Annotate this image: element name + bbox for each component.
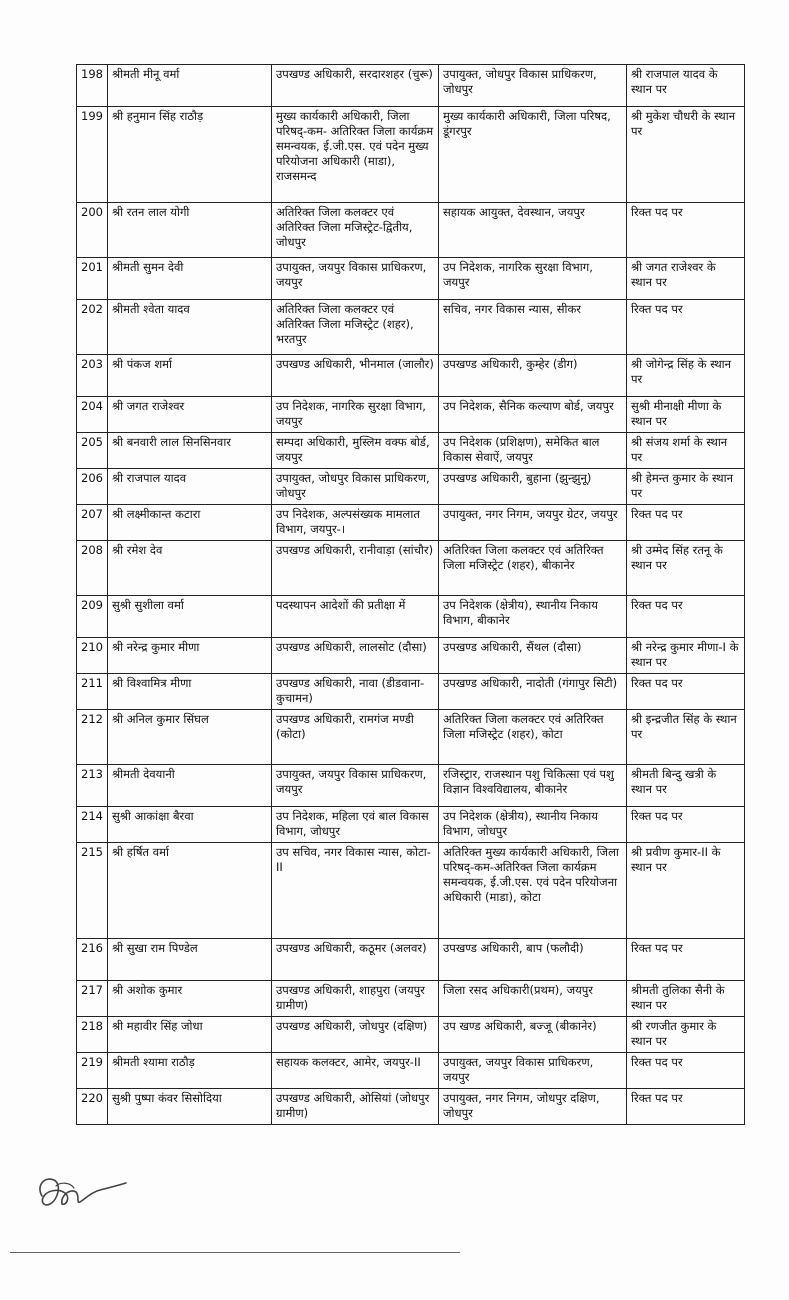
table-row	[77, 939, 745, 981]
serial-number-cell: 210	[77, 638, 108, 674]
serial-number-cell: 220	[77, 1089, 108, 1125]
current-posting-cell: उपखण्ड अधिकारी, शाहपुरा (जयपुर ग्रामीण)	[272, 981, 439, 1017]
current-posting-cell: उप निदेशक, अल्पसंख्यक मामलात विभाग, जयपुर-।	[272, 505, 439, 541]
handwritten-signature	[30, 1166, 130, 1216]
new-posting-cell: मुख्य कार्यकारी अधिकारी, जिला परिषद, डूंगरपुर	[439, 107, 627, 203]
table-row	[77, 1017, 745, 1053]
vacancy-remark-cell: रिक्त पद पर	[627, 300, 745, 355]
current-posting-cell: उपायुक्त, जोधपुर विकास प्राधिकरण, जोधपुर	[272, 469, 439, 505]
officer-name-cell: सुश्री पुष्पा कंवर सिसोदिया	[108, 1089, 272, 1125]
new-posting-cell: उपायुक्त, जयपुर विकास प्राधिकरण, जयपुर	[439, 1053, 627, 1089]
table-row	[77, 710, 745, 765]
serial-number-cell: 207	[77, 505, 108, 541]
table-row	[77, 433, 745, 469]
current-posting-cell: अतिरिक्त जिला कलक्टर एवं अतिरिक्त जिला मजिस्ट्रेट (शहर), भरतपुर	[272, 300, 439, 355]
officer-name-cell: श्रीमती श्वेता यादव	[108, 300, 272, 355]
serial-number-cell: 203	[77, 355, 108, 397]
officer-name-cell: श्री बनवारी लाल सिनसिनवार	[108, 433, 272, 469]
serial-number-cell: 215	[77, 843, 108, 939]
new-posting-cell: उपखण्ड अधिकारी, कुम्हेर (डीग)	[439, 355, 627, 397]
officer-name-cell: श्रीमती देवयानी	[108, 765, 272, 807]
officer-name-cell: श्री पंकज शर्मा	[108, 355, 272, 397]
vacancy-remark-cell: श्री राजपाल यादव के स्थान पर	[627, 65, 745, 107]
table-row	[77, 541, 745, 596]
officer-name-cell: सुश्री सुशीला वर्मा	[108, 596, 272, 638]
serial-number-cell: 199	[77, 107, 108, 203]
vacancy-remark-cell: रिक्त पद पर	[627, 203, 745, 258]
officer-name-cell: श्रीमती सुमन देवी	[108, 258, 272, 300]
officer-name-cell: श्री रमेश देव	[108, 541, 272, 596]
new-posting-cell: उप निदेशक (प्रशिक्षण), समेकित बाल विकास सेवाऐं, जयपुर	[439, 433, 627, 469]
current-posting-cell: उप सचिव, नगर विकास न्यास, कोटा-II	[272, 843, 439, 939]
vacancy-remark-cell: सुश्री मीनाक्षी मीणा के स्थान पर	[627, 397, 745, 433]
vacancy-remark-cell: श्रीमती तुलिका सैनी के स्थान पर	[627, 981, 745, 1017]
footer-rule	[10, 1252, 460, 1253]
current-posting-cell: उपखण्ड अधिकारी, लालसोट (दौसा)	[272, 638, 439, 674]
vacancy-remark-cell: रिक्त पद पर	[627, 505, 745, 541]
serial-number-cell: 206	[77, 469, 108, 505]
table-row	[77, 765, 745, 807]
vacancy-remark-cell: श्री जगत राजेश्वर के स्थान पर	[627, 258, 745, 300]
new-posting-cell: उप निदेशक (क्षेत्रीय), स्थानीय निकाय विभाग, बीकानेर	[439, 596, 627, 638]
new-posting-cell: उपखण्ड अधिकारी, बुहाना (झुन्झुनू)	[439, 469, 627, 505]
table-row	[77, 203, 745, 258]
table-row	[77, 674, 745, 710]
new-posting-cell: रजिस्ट्रार, राजस्थान पशु चिकित्सा एवं पशु विज्ञान विश्वविद्यालय, बीकानेर	[439, 765, 627, 807]
serial-number-cell: 211	[77, 674, 108, 710]
officer-name-cell: सुश्री आकांक्षा बैरवा	[108, 807, 272, 843]
vacancy-remark-cell: श्री नरेन्द्र कुमार मीणा-I के स्थान पर	[627, 638, 745, 674]
table-row	[77, 638, 745, 674]
serial-number-cell: 218	[77, 1017, 108, 1053]
serial-number-cell: 208	[77, 541, 108, 596]
officer-name-cell: श्रीमती श्यामा राठौड़	[108, 1053, 272, 1089]
table-row	[77, 596, 745, 638]
serial-number-cell: 219	[77, 1053, 108, 1089]
vacancy-remark-cell: रिक्त पद पर	[627, 1089, 745, 1125]
vacancy-remark-cell: श्री उम्मेद सिंह रतनू के स्थान पर	[627, 541, 745, 596]
vacancy-remark-cell: श्री इन्द्रजीत सिंह के स्थान पर	[627, 710, 745, 765]
serial-number-cell: 200	[77, 203, 108, 258]
table-row	[77, 807, 745, 843]
vacancy-remark-cell: रिक्त पद पर	[627, 596, 745, 638]
vacancy-remark-cell: श्रीमती बिन्दु खत्री के स्थान पर	[627, 765, 745, 807]
officer-name-cell: श्री राजपाल यादव	[108, 469, 272, 505]
officer-name-cell: श्री सुखा राम पिण्डेल	[108, 939, 272, 981]
current-posting-cell: उपखण्ड अधिकारी, रानीवाड़ा (सांचौर)	[272, 541, 439, 596]
current-posting-cell: उप निदेशक, नागरिक सुरक्षा विभाग, जयपुर	[272, 397, 439, 433]
new-posting-cell: उप खण्ड अधिकारी, बज्जू (बीकानेर)	[439, 1017, 627, 1053]
new-posting-cell: अतिरिक्त जिला कलक्टर एवं अतिरिक्त जिला मजिस्ट्रेट (शहर), बीकानेर	[439, 541, 627, 596]
new-posting-cell: अतिरिक्त जिला कलक्टर एवं अतिरिक्त जिला मजिस्ट्रेट (शहर), कोटा	[439, 710, 627, 765]
table-row	[77, 469, 745, 505]
current-posting-cell: पदस्थापन आदेशों की प्रतीक्षा में	[272, 596, 439, 638]
new-posting-cell: जिला रसद अधिकारी(प्रथम), जयपुर	[439, 981, 627, 1017]
current-posting-cell: उपायुक्त, जयपुर विकास प्राधिकरण, जयपुर	[272, 258, 439, 300]
new-posting-cell: उप निदेशक (क्षेत्रीय), स्थानीय निकाय विभाग, जोधपुर	[439, 807, 627, 843]
serial-number-cell: 217	[77, 981, 108, 1017]
officer-name-cell: श्री हर्षित वर्मा	[108, 843, 272, 939]
serial-number-cell: 198	[77, 65, 108, 107]
table-row	[77, 505, 745, 541]
current-posting-cell: उपखण्ड अधिकारी, रामगंज मण्डी (कोटा)	[272, 710, 439, 765]
table-row	[77, 355, 745, 397]
current-posting-cell: उपखण्ड अधिकारी, सरदारशहर (चुरू)	[272, 65, 439, 107]
officer-name-cell: श्री नरेन्द्र कुमार मीणा	[108, 638, 272, 674]
vacancy-remark-cell: श्री हेमन्त कुमार के स्थान पर	[627, 469, 745, 505]
current-posting-cell: उप निदेशक, महिला एवं बाल विकास विभाग, जोधपुर	[272, 807, 439, 843]
vacancy-remark-cell: रिक्त पद पर	[627, 939, 745, 981]
vacancy-remark-cell: श्री संजय शर्मा के स्थान पर	[627, 433, 745, 469]
vacancy-remark-cell: रिक्त पद पर	[627, 807, 745, 843]
officer-name-cell: श्री महावीर सिंह जोधा	[108, 1017, 272, 1053]
table-row	[77, 258, 745, 300]
officer-name-cell: श्री लक्ष्मीकान्त कटारा	[108, 505, 272, 541]
officer-name-cell: श्री रतन लाल योगी	[108, 203, 272, 258]
current-posting-cell: उपखण्ड अधिकारी, जोधपुर (दक्षिण)	[272, 1017, 439, 1053]
officer-name-cell: श्री अशोक कुमार	[108, 981, 272, 1017]
current-posting-cell: उपखण्ड अधिकारी, नावा (डीडवाना-कुचामन)	[272, 674, 439, 710]
vacancy-remark-cell: श्री रणजीत कुमार के स्थान पर	[627, 1017, 745, 1053]
current-posting-cell: उपायुक्त, जयपुर विकास प्राधिकरण, जयपुर	[272, 765, 439, 807]
officer-name-cell: श्री विश्वामित्र मीणा	[108, 674, 272, 710]
officer-name-cell: श्री जगत राजेश्वर	[108, 397, 272, 433]
vacancy-remark-cell: श्री प्रवीण कुमार-II के स्थान पर	[627, 843, 745, 939]
new-posting-cell: उपायुक्त, नगर निगम, जोधपुर दक्षिण, जोधपुर	[439, 1089, 627, 1125]
new-posting-cell: उप निदेशक, सैनिक कल्याण बोर्ड, जयपुर	[439, 397, 627, 433]
table-row	[77, 1053, 745, 1089]
current-posting-cell: उपखण्ड अधिकारी, भीनमाल (जालौर)	[272, 355, 439, 397]
table-row	[77, 843, 745, 939]
serial-number-cell: 209	[77, 596, 108, 638]
table-body	[77, 65, 745, 1125]
transfer-list-table	[76, 64, 745, 1125]
serial-number-cell: 205	[77, 433, 108, 469]
new-posting-cell: उप निदेशक, नागरिक सुरक्षा विभाग, जयपुर	[439, 258, 627, 300]
table-row	[77, 107, 745, 203]
vacancy-remark-cell: रिक्त पद पर	[627, 1053, 745, 1089]
serial-number-cell: 204	[77, 397, 108, 433]
new-posting-cell: उपायुक्त, नगर निगम, जयपुर ग्रेटर, जयपुर	[439, 505, 627, 541]
serial-number-cell: 216	[77, 939, 108, 981]
table-row	[77, 65, 745, 107]
serial-number-cell: 214	[77, 807, 108, 843]
new-posting-cell: उपायुक्त, जोधपुर विकास प्राधिकरण, जोधपुर	[439, 65, 627, 107]
new-posting-cell: उपखण्ड अधिकारी, सैंथल (दौसा)	[439, 638, 627, 674]
table-row	[77, 300, 745, 355]
serial-number-cell: 201	[77, 258, 108, 300]
table-row	[77, 981, 745, 1017]
table-row	[77, 397, 745, 433]
new-posting-cell: उपखण्ड अधिकारी, नादोती (गंगापुर सिटी)	[439, 674, 627, 710]
current-posting-cell: सम्पदा अधिकारी, मुस्लिम वक्फ बोर्ड, जयपुर	[272, 433, 439, 469]
serial-number-cell: 213	[77, 765, 108, 807]
current-posting-cell: सहायक कलक्टर, आमेर, जयपुर-II	[272, 1053, 439, 1089]
current-posting-cell: अतिरिक्त जिला कलक्टर एवं अतिरिक्त जिला मजिस्ट्रेट-द्वितीय, जोधपुर	[272, 203, 439, 258]
new-posting-cell: अतिरिक्त मुख्य कार्यकारी अधिकारी, जिला परिषद्-कम-अतिरिक्त जिला कार्यक्रम समन्वयक, ई.जी.एस. एवं पदेन परियोजना अधिकारी (माडा), कोटा	[439, 843, 627, 939]
current-posting-cell: मुख्य कार्यकारी अधिकारी, जिला परिषद्-कम- अतिरिक्त जिला कार्यक्रम समन्वयक, ई.जी.एस. एवं पदेन मुख्य परियोजना अधिकारी (माडा), राजसमन्द	[272, 107, 439, 203]
current-posting-cell: उपखण्ड अधिकारी, ओसियां (जोधपुर ग्रामीण)	[272, 1089, 439, 1125]
new-posting-cell: उपखण्ड अधिकारी, बाप (फलौदी)	[439, 939, 627, 981]
serial-number-cell: 202	[77, 300, 108, 355]
vacancy-remark-cell: रिक्त पद पर	[627, 674, 745, 710]
vacancy-remark-cell: श्री जोगेन्द्र सिंह के स्थान पर	[627, 355, 745, 397]
officer-name-cell: श्री अनिल कुमार सिंघल	[108, 710, 272, 765]
current-posting-cell: उपखण्ड अधिकारी, कठूमर (अलवर)	[272, 939, 439, 981]
vacancy-remark-cell: श्री मुकेश चौधरी के स्थान पर	[627, 107, 745, 203]
serial-number-cell: 212	[77, 710, 108, 765]
table-row	[77, 1089, 745, 1125]
new-posting-cell: सहायक आयुक्त, देवस्थान, जयपुर	[439, 203, 627, 258]
officer-name-cell: श्रीमती मीनू वर्मा	[108, 65, 272, 107]
new-posting-cell: सचिव, नगर विकास न्यास, सीकर	[439, 300, 627, 355]
officer-name-cell: श्री हनुमान सिंह राठौड़	[108, 107, 272, 203]
